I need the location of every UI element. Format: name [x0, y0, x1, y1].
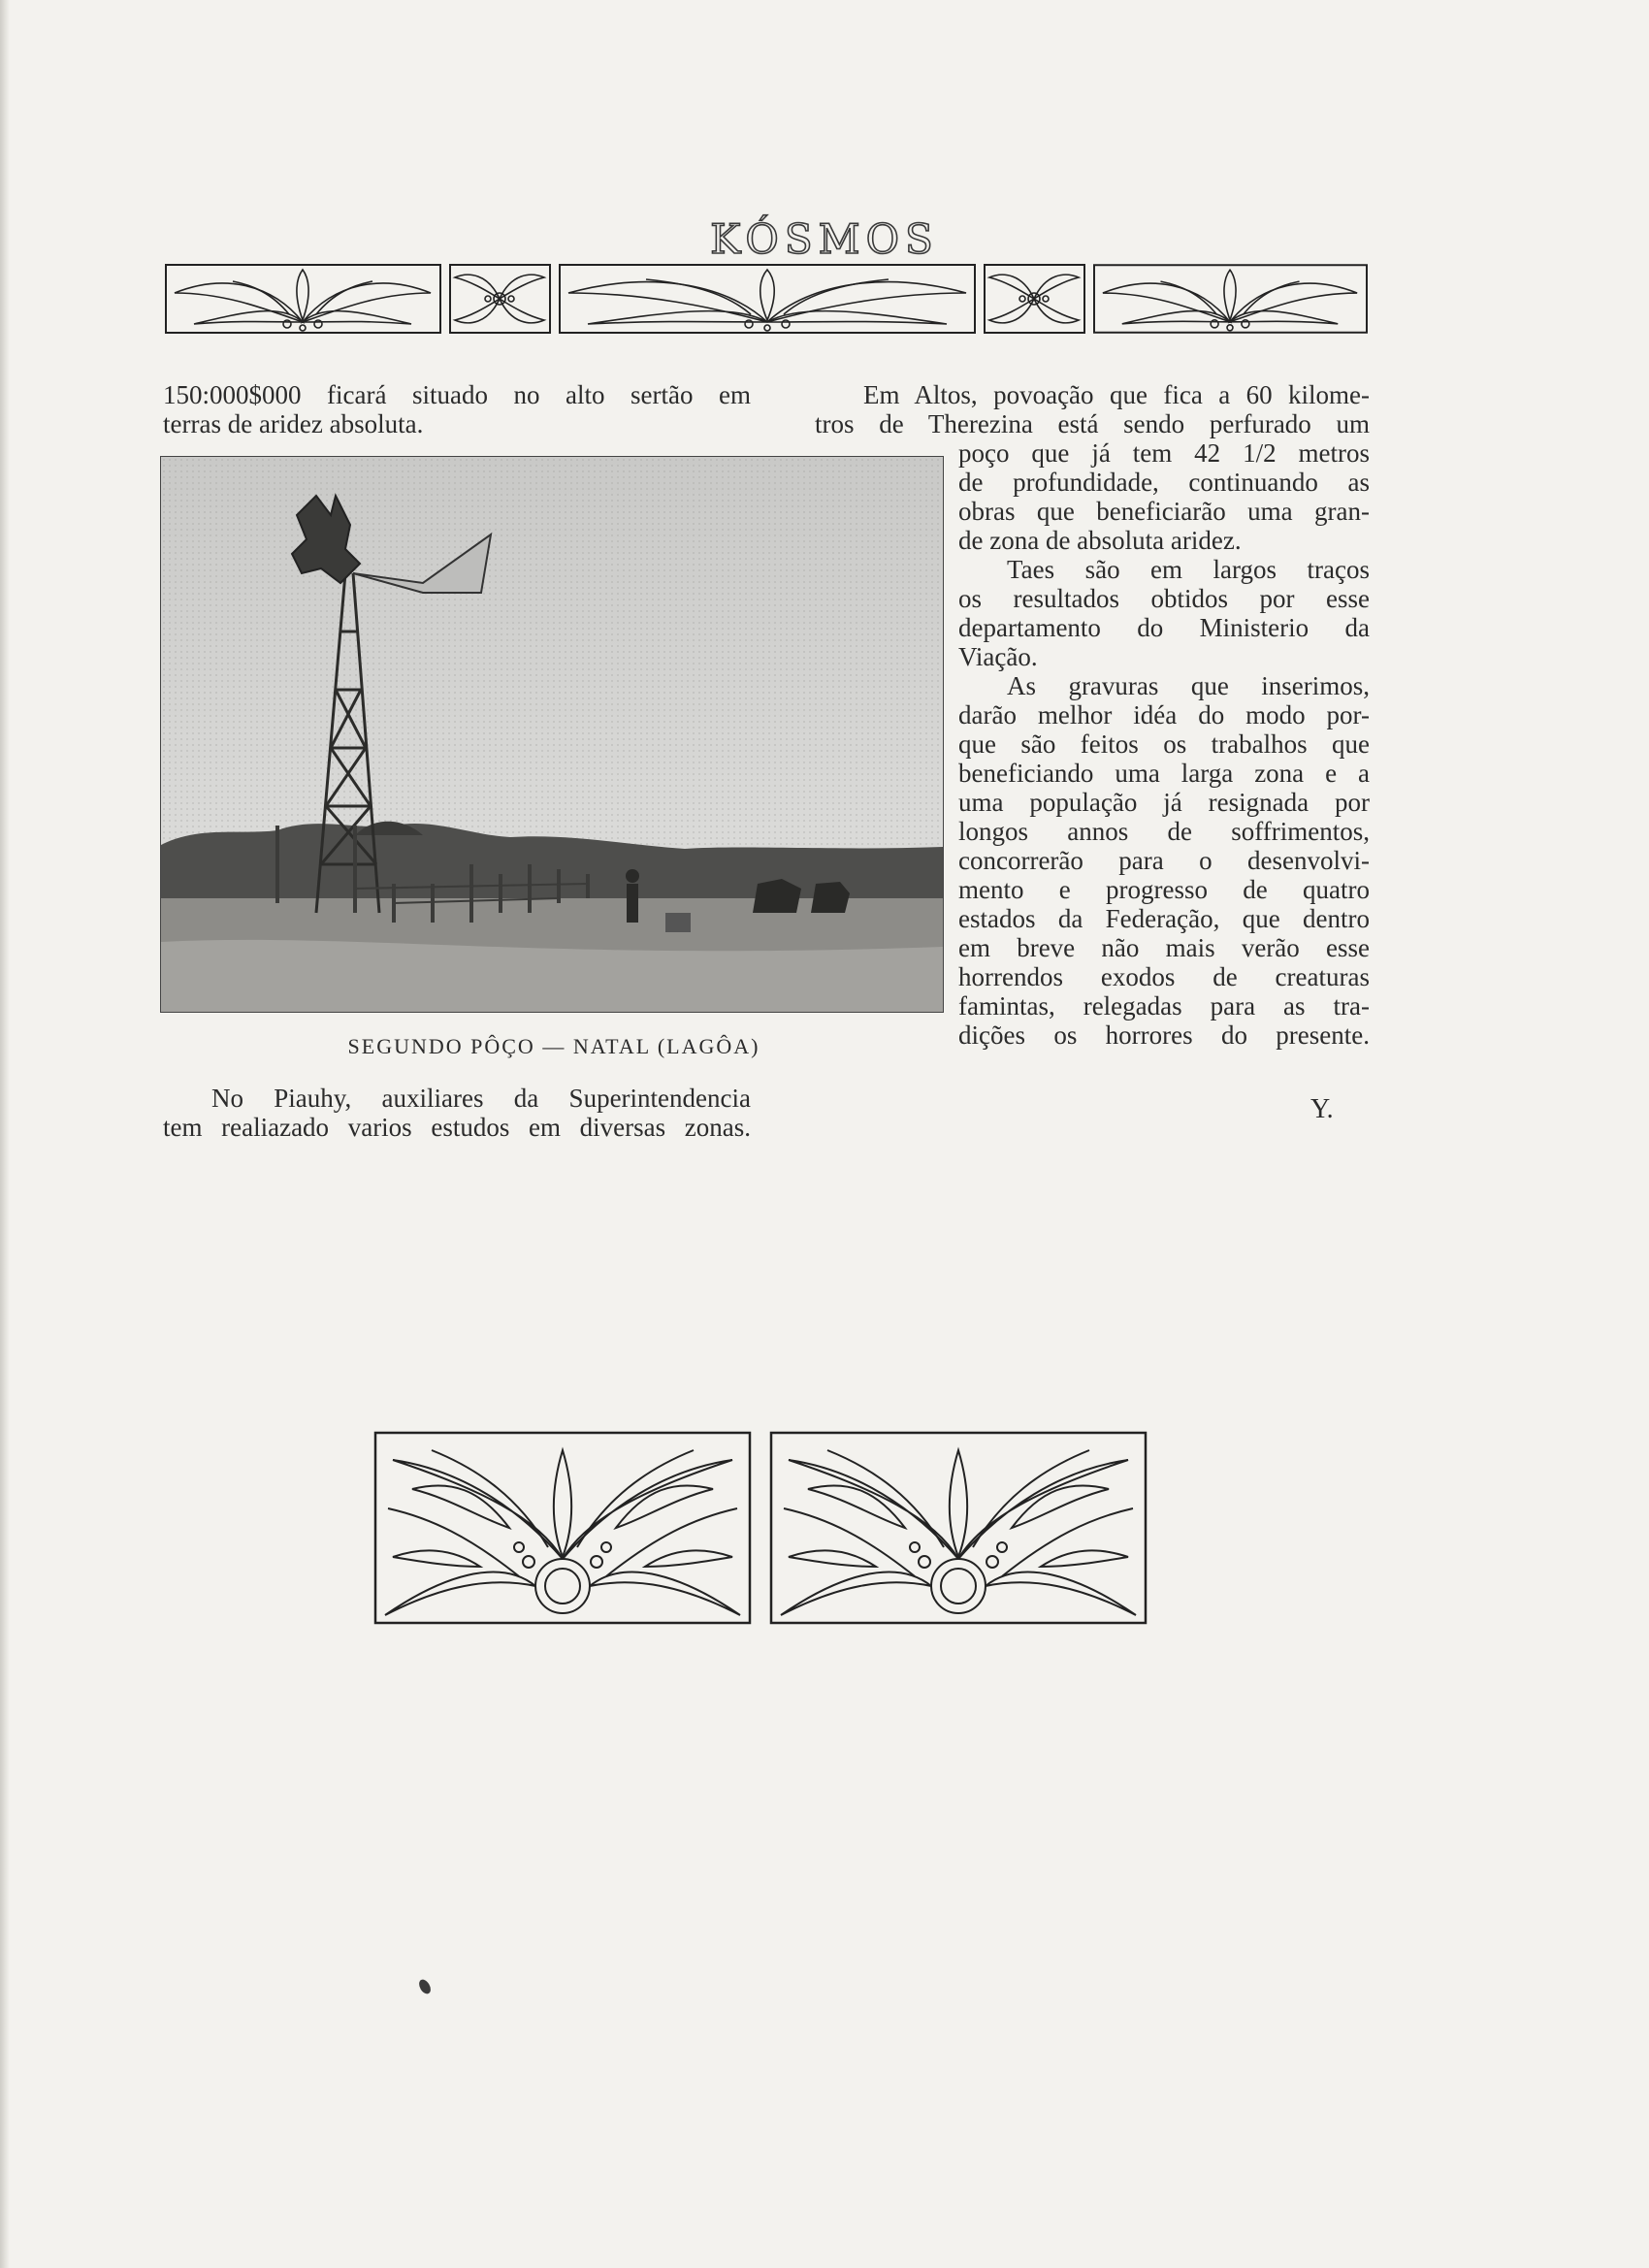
floral-panel-long-1-icon	[165, 264, 441, 334]
floral-panel-short-1-icon	[449, 264, 551, 334]
masthead-title: KÓSMOS	[710, 215, 939, 263]
text-line: em breve não mais verão esse	[958, 933, 1370, 962]
text-line: famintas, relegadas para as tra-	[958, 991, 1370, 1021]
right-column-top-text	[815, 380, 1370, 438]
text-line: que são feitos os trabalhos que	[958, 729, 1370, 759]
windmill-photograph	[160, 456, 944, 1013]
header-ornament-border	[165, 264, 1368, 340]
text-line: tros de Therezina está sendo perfurado um	[815, 409, 1370, 438]
floral-ornament-right-icon	[769, 1431, 1148, 1625]
text-line: poço que já tem 42 1/2 metros	[958, 438, 1370, 468]
text-line: Taes são em largos traços	[1007, 555, 1370, 584]
text-line: horrendos exodos de creaturas	[958, 962, 1370, 991]
text-line: terras de aridez absoluta.	[163, 409, 424, 438]
floral-panel-short-2-icon	[984, 264, 1085, 334]
text-line: No Piauhy, auxiliares da Superintendencia	[211, 1084, 751, 1113]
left-column-top-text	[163, 380, 751, 438]
text-line: concorrerão para o desenvolvi-	[958, 846, 1370, 875]
text-line: os resultados obtidos por esse	[958, 584, 1370, 613]
text-line: mento e progresso de quatro	[958, 875, 1370, 904]
text-line: de profundidade, continuando as	[958, 468, 1370, 497]
text-line: dições os horrores do presente.	[958, 1021, 1370, 1050]
text-line: estados da Federação, que dentro	[958, 904, 1370, 933]
figure-caption: SEGUNDO PÔÇO — NATAL (LAGÔA)	[347, 1034, 760, 1058]
windmill-well-illustration	[161, 457, 943, 1012]
left-column-bottom-text	[163, 1084, 751, 1142]
text-line: longos annos de soffrimentos,	[958, 817, 1370, 846]
text-line: 150:000$000 ficará situado no alto sertão em	[163, 380, 751, 409]
text-line: Em Altos, povoação que fica a 60 kilome-	[863, 380, 1370, 409]
page-edge-shadow	[0, 0, 10, 2268]
text-line: tem realiazado varios estudos em diversas zonas.	[163, 1113, 751, 1142]
ink-stain	[417, 1978, 434, 1996]
text-line: uma população já resignada por	[958, 788, 1370, 817]
author-signature: Y.	[1310, 1094, 1334, 1124]
text-line: de zona de absoluta aridez.	[958, 526, 1242, 555]
text-line: obras que beneficiarão uma gran-	[958, 497, 1370, 526]
floral-ornament-left-icon	[373, 1431, 752, 1625]
text-line: departamento do Ministerio da	[958, 613, 1370, 642]
floral-panel-long-2-icon	[559, 264, 976, 334]
text-line: beneficiando uma larga zona e a	[958, 759, 1370, 788]
text-line: darão melhor idéa do modo por-	[958, 700, 1370, 729]
floral-panel-long-3-icon	[1093, 264, 1368, 334]
right-column-body-text	[958, 438, 1370, 1050]
text-line: As gravuras que inserimos,	[1007, 671, 1370, 700]
text-line: Viação.	[958, 642, 1038, 671]
